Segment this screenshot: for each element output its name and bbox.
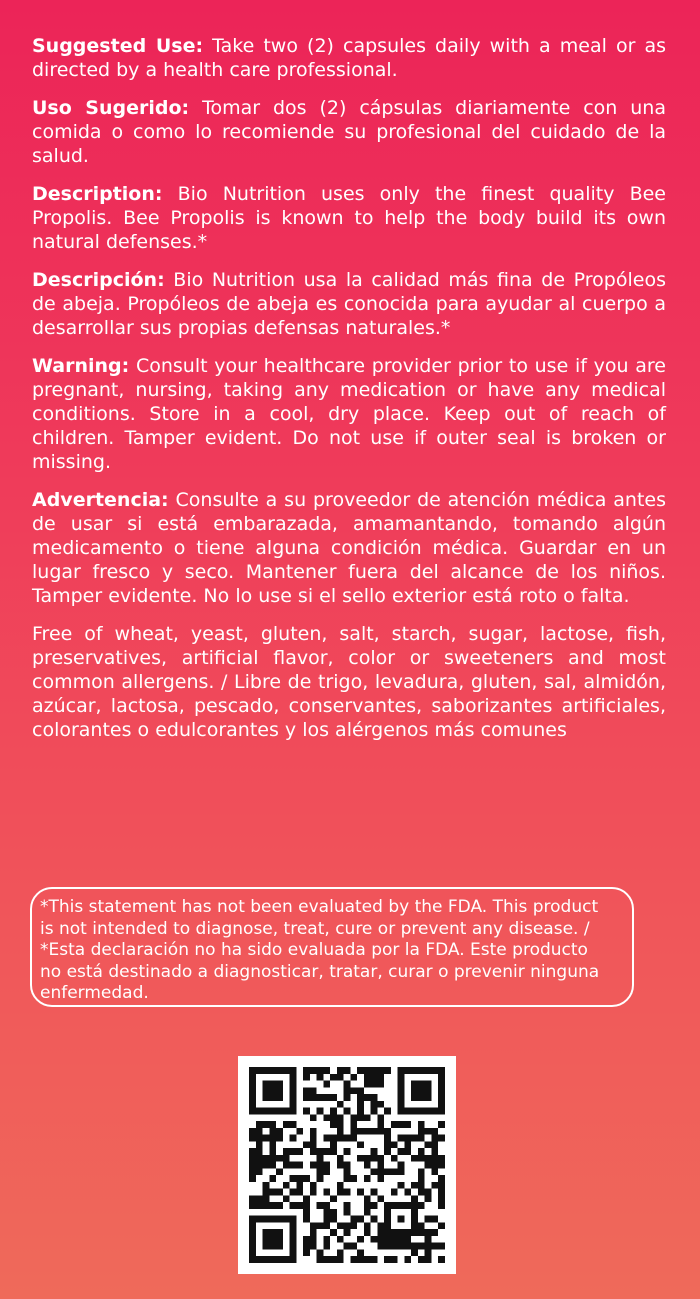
uso-sugerido-heading: Uso Sugerido: [32,97,190,119]
warning-paragraph [32,354,666,474]
fda-disclaimer-text: *This statement has not been evaluated by the FDA. This product is not intended to diagnose, treat, cure or prevent any disease. / *Esta declaración no ha sido evaluada por la FDA. Este producto no está destinado a diagnosticar, tratar, curar o prevenir ninguna enfermedad. [40,897,600,1003]
label-text-block [32,34,666,756]
allergen-free-paragraph [32,622,666,742]
descripcion-heading: Descripción: [32,269,165,291]
advertencia-text: Consulte a su proveedor de atención médica antes de usar si está embarazada, amamantando, tomando algún medicamento o tiene alguna condición médica. Guardar en un lugar fresco y seco. Mantener fuera del alcance de los niños. Tamper evidente. No lo use si el sello exterior está roto o falta. [32,489,666,607]
advertencia-paragraph [32,488,666,608]
warning-heading: Warning: [32,355,130,377]
fda-disclaimer-box [30,887,634,1007]
uso-sugerido-paragraph [32,96,666,168]
allergen-free-text: Free of wheat, yeast, gluten, salt, starch, sugar, lactose, fish, preservatives, artificial flavor, color or sweeteners and most common allergens. / Libre de trigo, levadura, gluten, sal, almidón, azúcar, lactosa, pescado, conservantes, saborizantes artificiales, colorantes o edulcorantes y los alérgenos más comunes [32,623,666,741]
suggested-use-paragraph [32,34,666,82]
descripcion-text: Bio Nutrition usa la calidad más fina de Propóleos de abeja. Propóleos de abeja es conocida para ayudar al cuerpo a desarrollar sus propias defensas naturales.* [32,269,666,339]
description-paragraph [32,182,666,254]
uso-sugerido-text: Tomar dos (2) cápsulas diariamente con una comida o como lo recomiende su profesional del cuidado de la salud. [32,97,666,167]
advertencia-heading: Advertencia: [32,489,169,511]
suggested-use-heading: Suggested Use: [32,35,204,57]
qr-code-icon [249,1067,445,1263]
description-heading: Description: [32,183,163,205]
description-text: Bio Nutrition uses only the finest quality Bee Propolis. Bee Propolis is known to help the body build its own natural defenses.* [32,183,666,253]
qr-code [238,1056,456,1274]
suggested-use-text: Take two (2) capsules daily with a meal or as directed by a health care professional. [32,35,667,81]
warning-text: Consult your healthcare provider prior to use if you are pregnant, nursing, taking any medication or have any medical conditions. Store in a cool, dry place. Keep out of reach of children. Tamper evident. Do not use if outer seal is broken or missing. [32,355,666,473]
descripcion-paragraph [32,268,666,340]
